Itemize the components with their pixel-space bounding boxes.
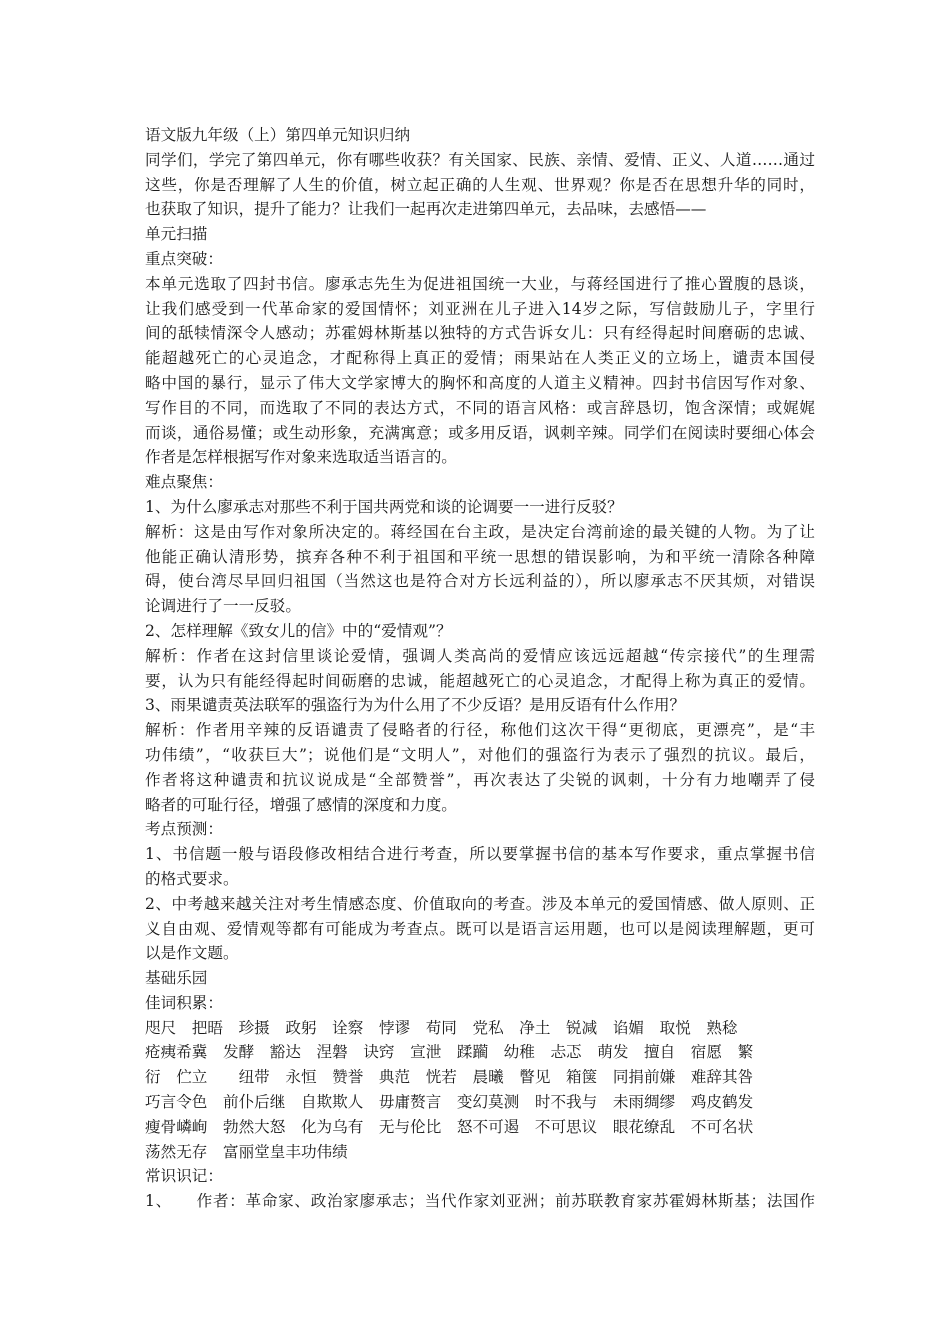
body-line: 本单元选取了四封书信。廖承志先生为促进祖国统一大业，与蒋经国进行了推心置腹的恳谈， bbox=[145, 274, 815, 293]
body-line: 也获取了知识，提升了能力？让我们一起再次走进第四单元，去品味，去感悟—— bbox=[145, 200, 707, 219]
body-line: 略者的可耻行径，增强了感情的深度和力度。 bbox=[145, 795, 457, 814]
vocabulary-line: 衍 伫立 纽带 永恒 赞誉 典范 恍若 晨曦 瞥见 箱箧 同捐前嫌 难辞其咎 bbox=[145, 1068, 754, 1087]
document-tail bbox=[145, 1164, 815, 1214]
body-line: 作者将这种谴责和抗议说成是“全部赞誉”，再次表达了尖锐的讽刺，十分有力地嘲弄了侵 bbox=[145, 770, 815, 789]
document-page bbox=[145, 123, 815, 1214]
body-line: 论调进行了一一反驳。 bbox=[145, 597, 301, 616]
body-line: 他能正确认清形势，摈弃各种不利于祖国和平统一思想的错误影响，为和平统一清除各种障 bbox=[145, 547, 815, 566]
body-line: 的格式要求。 bbox=[145, 869, 239, 888]
body-line: 以是作文题。 bbox=[145, 944, 239, 963]
vocabulary-line: 瘦骨嶙峋 勃然大怒 化为乌有 无与伦比 怒不可遏 不可思议 眼花缭乱 不可名状 bbox=[145, 1117, 754, 1136]
tail-line: 常识识记： bbox=[145, 1167, 223, 1186]
vocabulary-line: 巧言令色 前仆后继 自欺欺人 毋庸赘言 变幻莫测 时不我与 未雨绸缪 鸡皮鹤发 bbox=[145, 1093, 754, 1112]
body-line: 基础乐园 bbox=[145, 969, 208, 988]
body-line: 解析：作者在这封信里谈论爱情，强调人类高尚的爱情应该远远超越“传宗接代”的生理需 bbox=[145, 646, 815, 665]
tail-line: 1、 作者：革命家、政治家廖承志；当代作家刘亚洲；前苏联教育家苏霍姆林斯基；法国作 bbox=[145, 1192, 815, 1211]
body-line: 略中国的暴行，显示了伟大文学家博大的胸怀和高度的人道主义精神。四封书信因写作对象、 bbox=[145, 373, 815, 392]
body-line: 3、雨果谴责英法联军的强盗行为为什么用了不少反语？是用反语有什么作用？ bbox=[145, 696, 686, 715]
body-line: 间的舐犊情深令人感动；苏霍姆林斯基以独特的方式告诉女儿：只有经得起时间磨砺的忠诚、 bbox=[145, 324, 815, 343]
body-line: 让我们感受到一代革命家的爱国情怀；刘亚洲在儿子进入14岁之际，写信鼓励儿子，字里行 bbox=[145, 299, 815, 318]
body-line: 2、中考越来越关注对考生情感态度、价值取向的考查。涉及本单元的爱国情感、做人原则、正 bbox=[145, 894, 815, 913]
body-line: 功伟绩”，“收获巨大”；说他们是“文明人”，对他们的强盗行为表示了强烈的抗议。最后， bbox=[145, 745, 815, 764]
body-line: 同学们，学完了第四单元，你有哪些收获？有关国家、民族、亲情、爱情、正义、人道……通过 bbox=[145, 150, 815, 169]
body-line: 碍，使台湾尽早回归祖国（当然这也是符合对方长远利益的），所以廖承志不厌其烦，对错误 bbox=[145, 572, 815, 591]
body-line: 能超越死亡的心灵追念，才配称得上真正的爱情；雨果站在人类正义的立场上，谴责本国侵 bbox=[145, 349, 815, 368]
body-line: 1、为什么廖承志对那些不利于国共两党和谈的论调要一一进行反驳？ bbox=[145, 497, 623, 516]
body-line: 单元扫描 bbox=[145, 225, 208, 244]
body-line: 义自由观、爱情观等都有可能成为考查点。既可以是语言运用题，也可以是阅读理解题，更可 bbox=[145, 919, 815, 938]
body-line: 难点聚焦： bbox=[145, 473, 223, 492]
body-line: 考点预测： bbox=[145, 820, 223, 839]
body-line: 写作目的不同，而选取了不同的表达方式，不同的语言风格：或言辞恳切，饱含深情；或娓娓 bbox=[145, 398, 815, 417]
vocabulary-line: 咫尺 把晤 珍摄 政躬 诠察 悖谬 苟同 党私 净土 锐减 谄媚 取悦 熟稔 bbox=[145, 1018, 738, 1037]
vocabulary-line: 荡然无存 富丽堂皇丰功伟绩 bbox=[145, 1142, 348, 1161]
vocabulary-list bbox=[145, 1016, 815, 1165]
body-line: 1、书信题一般与语段修改相结合进行考查，所以要掌握书信的基本写作要求，重点掌握书信 bbox=[145, 845, 815, 864]
document-body bbox=[145, 123, 815, 1016]
vocabulary-line: 疮痍希冀 发酵 豁达 涅磐 诀窍 宣泄 蹂躏 幼稚 忐忑 萌发 擅自 宿愿 繁 bbox=[145, 1043, 754, 1062]
body-line: 要，认为只有能经得起时间砺磨的忠诚，能超越死亡的心灵追念，才配得上称为真正的爱情。 bbox=[145, 671, 815, 690]
body-line: 作者是怎样根据写作对象来选取适当语言的。 bbox=[145, 448, 457, 467]
body-line: 解析：作者用辛辣的反语谴责了侵略者的行径，称他们这次干得“更彻底，更漂亮”，是“丰 bbox=[145, 721, 815, 740]
body-line: 2、怎样理解《致女儿的信》中的“爱情观”？ bbox=[145, 621, 452, 640]
body-line: 重点突破： bbox=[145, 249, 223, 268]
body-line: 解析：这是由写作对象所决定的。蒋经国在台主政，是决定台湾前途的最关键的人物。为了让 bbox=[145, 522, 815, 541]
body-line: 佳词积累： bbox=[145, 993, 223, 1012]
body-line: 语文版九年级（上）第四单元知识归纳 bbox=[145, 126, 411, 144]
body-line: 而谈，通俗易懂；或生动形象，充满寓意；或多用反语，讽刺辛辣。同学们在阅读时要细心体会 bbox=[145, 423, 815, 442]
body-line: 这些，你是否理解了人生的价值，树立起正确的人生观、世界观？你是否在思想升华的同时， bbox=[145, 175, 815, 194]
